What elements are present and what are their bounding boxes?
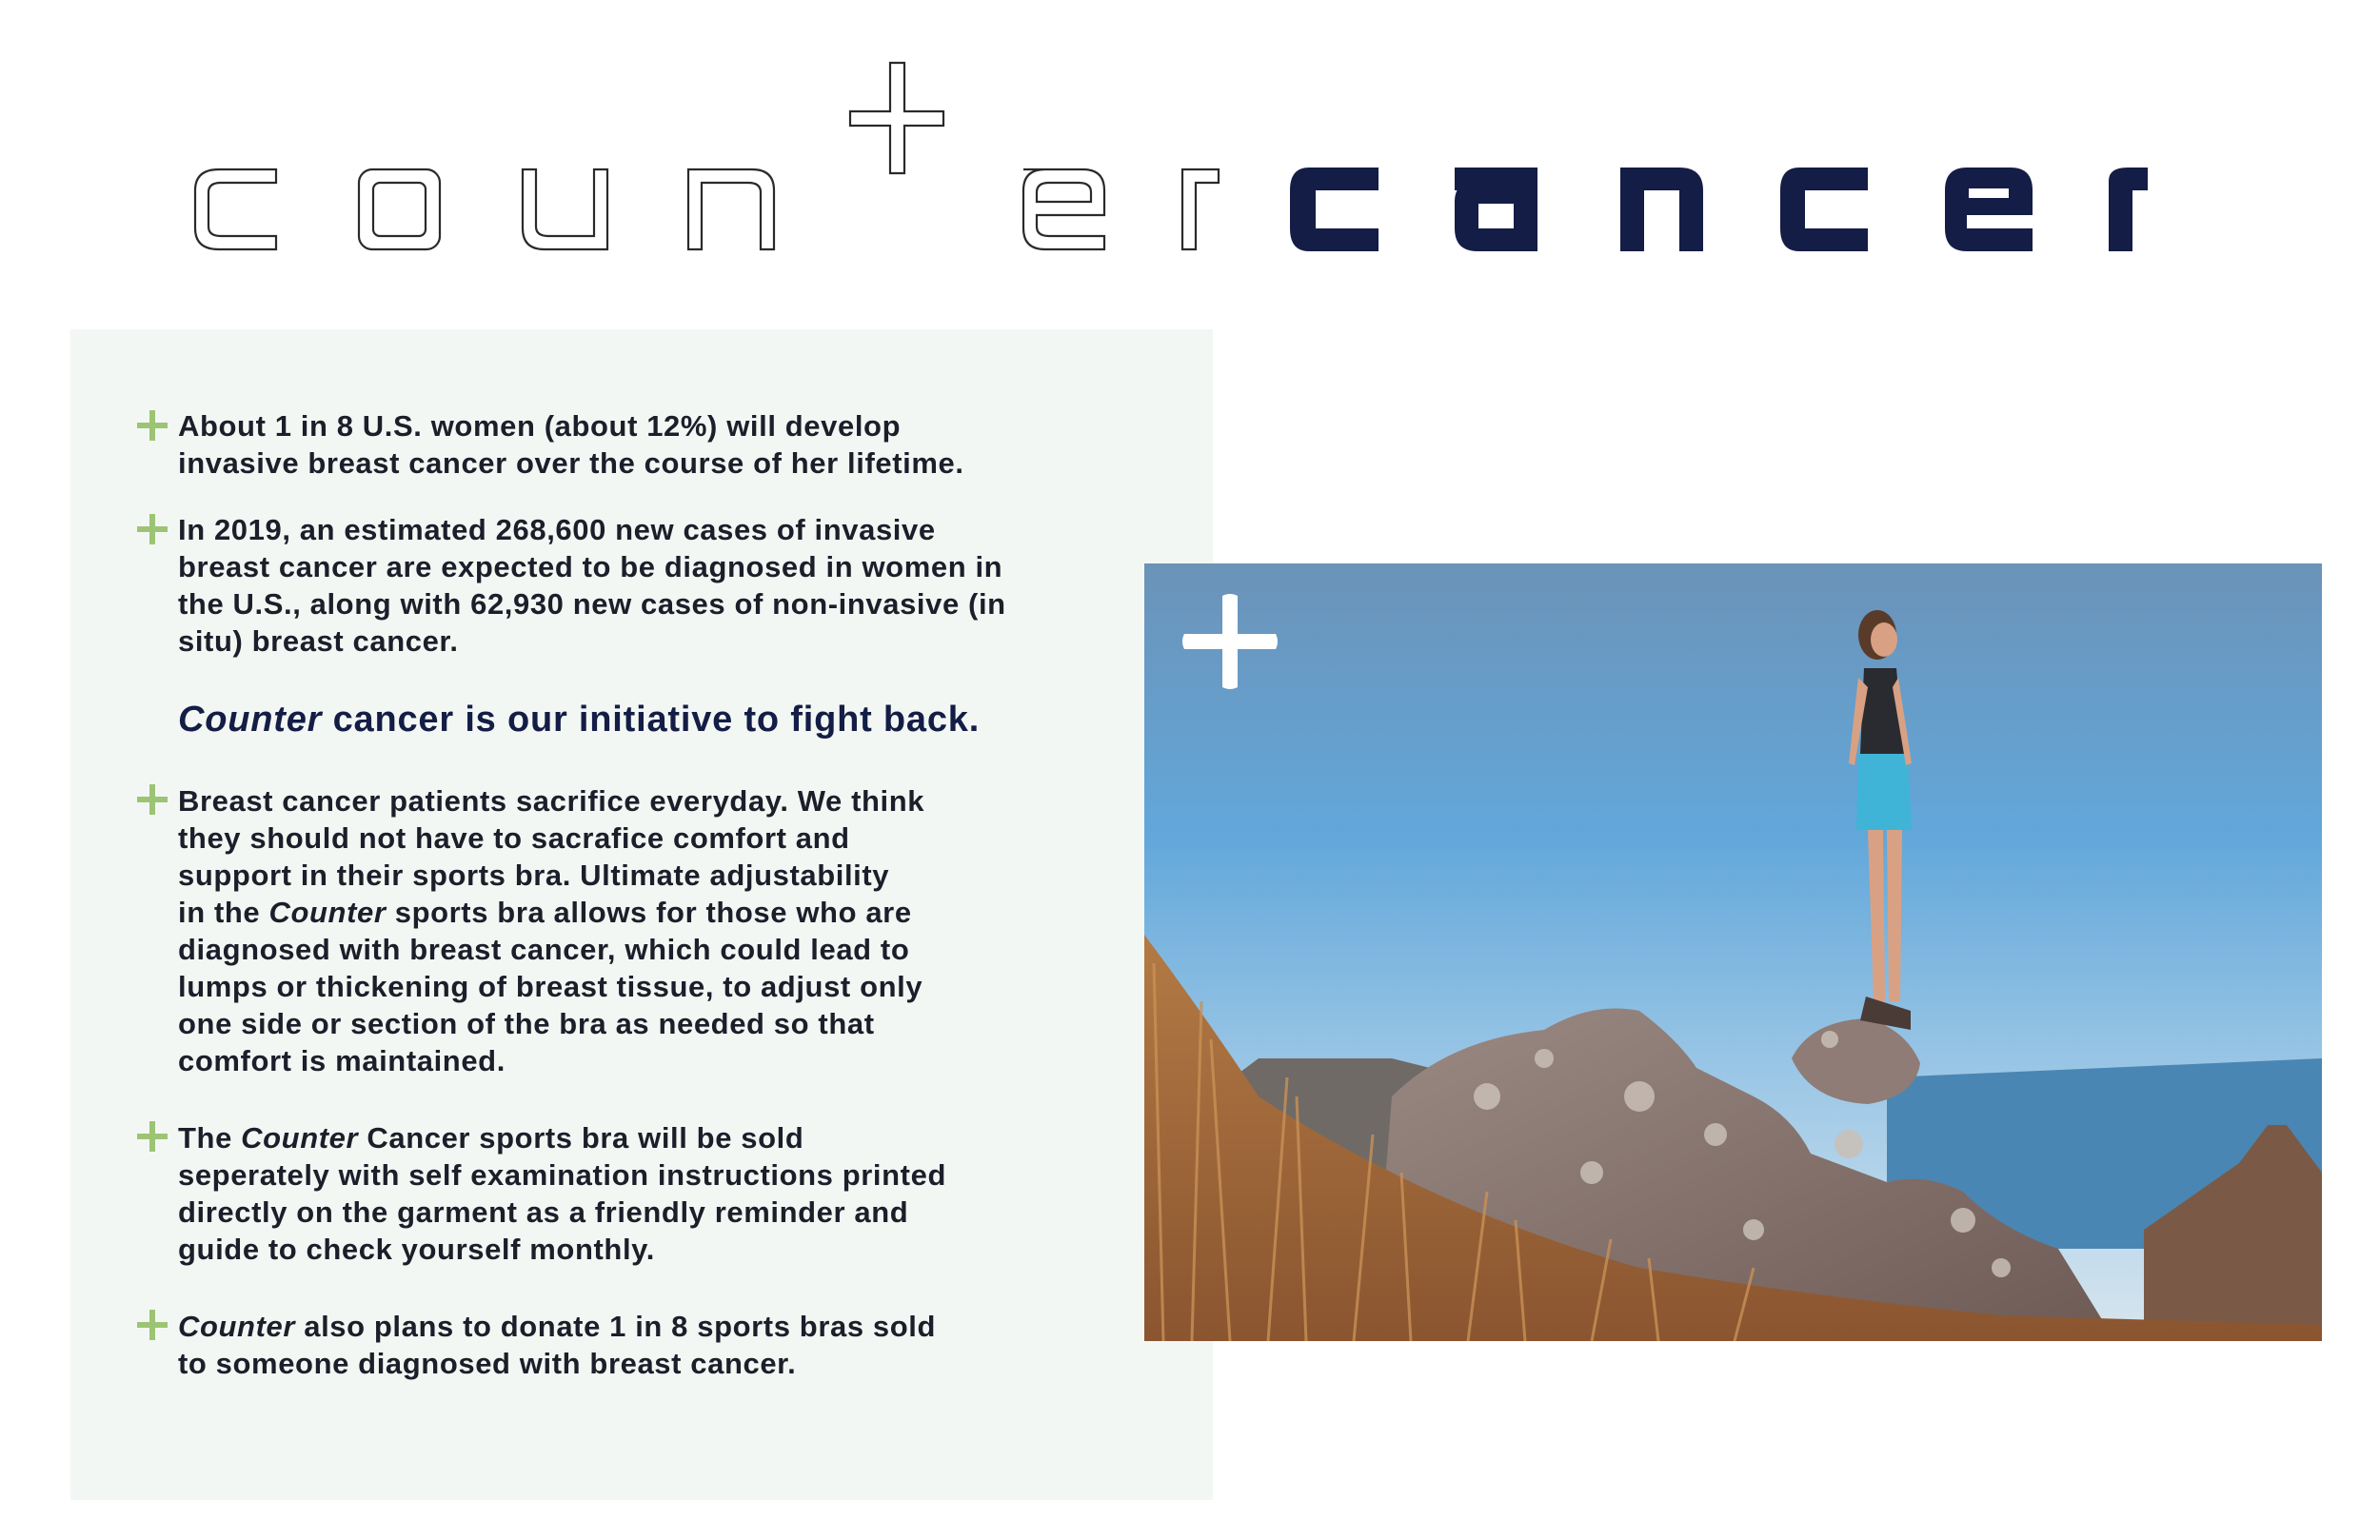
initiative-headline: Counter cancer is our initiative to fight back. <box>178 700 981 740</box>
logo-letter-e <box>1023 169 1104 249</box>
plus-bullet-icon <box>137 1310 168 1340</box>
plus-bullet-icon <box>137 1121 168 1152</box>
donation-paragraph: Counter also plans to donate 1 in 8 sports bras sold to someone diagnosed with breast cancer. <box>178 1310 937 1380</box>
plus-bullet-icon <box>137 410 168 441</box>
hero-photo <box>1144 563 2322 1341</box>
plus-bullet-icon <box>137 514 168 544</box>
plus-bullet-icon <box>137 784 168 815</box>
sold-separately-paragraph: The Counter Cancer sports bra will be sold seperately with self examination instructions printed directly on the garment as a friendly reminder and guide to check yourself monthly. <box>178 1121 946 1266</box>
logo-letter-c <box>195 169 276 249</box>
info-panel <box>70 329 1213 1500</box>
logo-letter-n <box>688 169 774 249</box>
logo-solid-a <box>1455 168 1537 251</box>
logo-solid-e <box>1945 168 2033 251</box>
fact-2: In 2019, an estimated 268,600 new cases of invasive breast cancer are expected to be diagnosed in women in the U.S., along with 62,930 new cases of non-invasive (in situ) breast cancer. <box>178 513 1006 658</box>
logo-solid-r <box>2109 168 2148 251</box>
logo-solid-c <box>1290 168 1378 251</box>
logo-plus-t <box>850 63 943 173</box>
logo-solid-c2 <box>1780 168 1868 251</box>
fact-1: About 1 in 8 U.S. women (about 12%) will develop invasive breast cancer over the course of her lifetime. <box>178 409 964 480</box>
logo-letter-r <box>1182 169 1219 249</box>
logo-letter-u <box>523 169 607 249</box>
logo-letter-o <box>359 169 440 249</box>
counter-cancer-logo <box>0 0 2380 286</box>
logo-solid-n <box>1620 168 1703 251</box>
plus-icon <box>1180 592 1279 691</box>
comfort-paragraph: Breast cancer patients sacrifice everyday. We think they should not have to sacrafice comfort and support in their sports bra. Ultimate adjustability in the Counter sports bra allows for those who are diagnosed with breast cancer, which could lead to lumps or thickening of breast tissue, to adjust only one side or section of the bra as needed so that comfort is maintained. <box>178 784 925 1077</box>
